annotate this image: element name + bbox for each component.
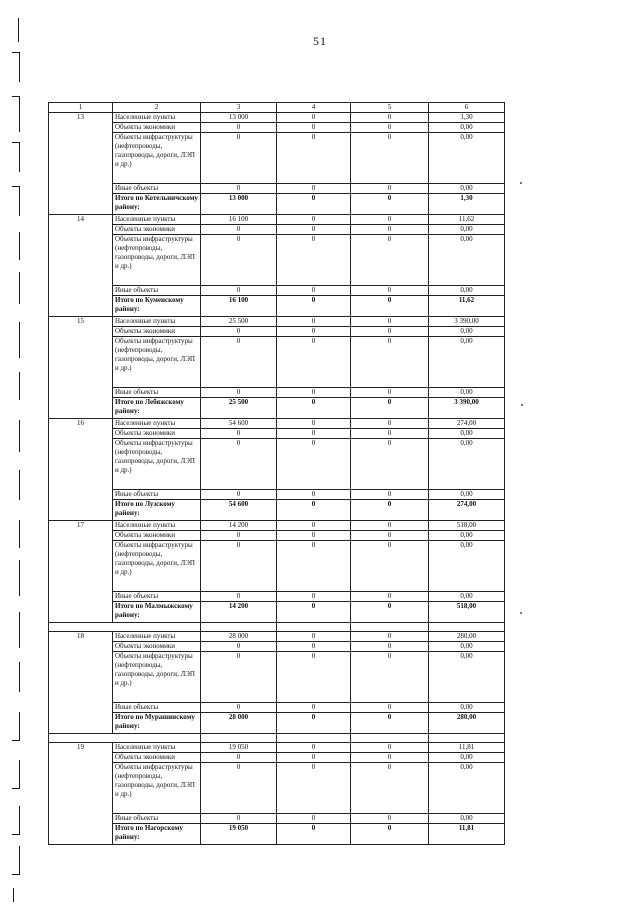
region-number-cell: 18 <box>49 632 113 734</box>
object-type-cell: Итого по Котельничскому району: <box>113 194 201 215</box>
value-cell: 0 <box>277 317 351 327</box>
value-cell: 0 <box>351 296 429 317</box>
spacer-cell <box>277 623 351 632</box>
value-cell: 0 <box>277 235 351 286</box>
value-cell: 0 <box>277 592 351 602</box>
value-cell: 0 <box>201 592 277 602</box>
binder-mark <box>19 806 20 834</box>
value-cell: 0 <box>277 753 351 763</box>
table-row <box>49 133 505 184</box>
value-cell: 11,62 <box>429 296 505 317</box>
object-type-cell: Иные объекты <box>113 703 201 713</box>
table-row <box>49 235 505 286</box>
object-type-cell: Объекты экономики <box>113 642 201 652</box>
object-type-cell: Населенные пункты <box>113 419 201 429</box>
spacer-cell <box>201 734 277 743</box>
table-body <box>49 113 505 845</box>
value-cell: 3 390,00 <box>429 317 505 327</box>
value-cell: 0,00 <box>429 490 505 500</box>
table-row <box>49 592 505 602</box>
value-cell: 0 <box>277 215 351 225</box>
binder-mark <box>19 420 20 452</box>
value-cell: 19 050 <box>201 824 277 845</box>
value-cell: 0 <box>277 337 351 388</box>
value-cell: 0 <box>201 753 277 763</box>
value-cell: 0 <box>277 541 351 592</box>
table-spacer-row <box>49 734 505 743</box>
value-cell: 0 <box>351 225 429 235</box>
value-cell: 0 <box>277 194 351 215</box>
object-type-cell: Населенные пункты <box>113 215 201 225</box>
value-cell: 0 <box>201 814 277 824</box>
value-cell: 0 <box>277 824 351 845</box>
binder-mark <box>19 232 20 260</box>
value-cell: 54 600 <box>201 500 277 521</box>
value-cell: 0 <box>351 419 429 429</box>
table-row <box>49 541 505 592</box>
value-cell: 0 <box>201 235 277 286</box>
table-row <box>49 531 505 541</box>
object-type-cell: Итого по Лебяжскому району: <box>113 398 201 419</box>
object-type-cell: Итого по Нагорскому району: <box>113 824 201 845</box>
value-cell: 0,00 <box>429 814 505 824</box>
value-cell: 3 390,00 <box>429 398 505 419</box>
table-row <box>49 215 505 225</box>
table-row <box>49 388 505 398</box>
binder-mark <box>12 788 20 789</box>
scan-speck <box>521 404 523 406</box>
binder-mark <box>13 888 14 902</box>
value-cell: 0 <box>201 429 277 439</box>
value-cell: 0 <box>201 337 277 388</box>
value-cell: 0 <box>201 225 277 235</box>
value-cell: 0 <box>201 652 277 703</box>
value-cell: 0 <box>201 388 277 398</box>
scan-speck <box>520 612 522 614</box>
value-cell: 0 <box>351 703 429 713</box>
table-row <box>49 642 505 652</box>
spacer-cell <box>429 734 505 743</box>
object-type-cell: Иные объекты <box>113 592 201 602</box>
value-cell: 0,00 <box>429 652 505 703</box>
table-total-row <box>49 824 505 845</box>
region-number-cell: 15 <box>49 317 113 419</box>
value-cell: 0 <box>277 642 351 652</box>
object-type-cell: Населенные пункты <box>113 743 201 753</box>
object-type-cell: Объекты экономики <box>113 531 201 541</box>
value-cell: 0 <box>277 388 351 398</box>
value-cell: 0,00 <box>429 429 505 439</box>
binder-mark <box>19 322 20 358</box>
value-cell: 0 <box>351 713 429 734</box>
value-cell: 0 <box>277 531 351 541</box>
value-cell: 0 <box>277 398 351 419</box>
binder-mark <box>12 874 20 875</box>
table-row <box>49 753 505 763</box>
binder-mark <box>12 834 20 835</box>
object-type-cell: Объекты инфраструктуры (нефтепроводы, газопроводы, дороги, ЛЭП и др.) <box>113 337 201 388</box>
object-type-cell: Объекты экономики <box>113 225 201 235</box>
value-cell: 518,00 <box>429 602 505 623</box>
value-cell: 28 000 <box>201 713 277 734</box>
value-cell: 0,00 <box>429 388 505 398</box>
object-type-cell: Итого по Мурашинскому району: <box>113 713 201 734</box>
table-row <box>49 652 505 703</box>
object-type-cell: Иные объекты <box>113 286 201 296</box>
object-type-cell: Населенные пункты <box>113 632 201 642</box>
binder-mark <box>19 662 20 692</box>
column-header: 1 <box>49 103 113 113</box>
value-cell: 0,00 <box>429 327 505 337</box>
binder-mark <box>19 142 20 172</box>
table-row <box>49 113 505 123</box>
value-cell: 0 <box>277 113 351 123</box>
spacer-cell <box>201 623 277 632</box>
value-cell: 0 <box>351 429 429 439</box>
value-cell: 0,00 <box>429 337 505 388</box>
table-row <box>49 337 505 388</box>
value-cell: 0,00 <box>429 703 505 713</box>
object-type-cell: Объекты экономики <box>113 753 201 763</box>
object-type-cell: Объекты экономики <box>113 123 201 133</box>
value-cell: 25 500 <box>201 398 277 419</box>
table-row <box>49 317 505 327</box>
object-type-cell: Объекты инфраструктуры (нефтепроводы, газопроводы, дороги, ЛЭП и др.) <box>113 439 201 490</box>
table-total-row <box>49 500 505 521</box>
value-cell: 0 <box>351 235 429 286</box>
binder-mark <box>19 186 20 216</box>
table-total-row <box>49 713 505 734</box>
object-type-cell: Объекты инфраструктуры (нефтепроводы, газопроводы, дороги, ЛЭП и др.) <box>113 763 201 814</box>
value-cell: 0 <box>351 337 429 388</box>
value-cell: 14 200 <box>201 521 277 531</box>
value-cell: 0 <box>277 703 351 713</box>
value-cell: 0 <box>201 541 277 592</box>
value-cell: 0,00 <box>429 286 505 296</box>
value-cell: 0 <box>351 824 429 845</box>
binder-mark <box>19 712 20 740</box>
value-cell: 0 <box>351 490 429 500</box>
column-header: 4 <box>277 103 351 113</box>
value-cell: 0 <box>201 490 277 500</box>
region-number-cell: 14 <box>49 215 113 317</box>
binder-mark <box>12 740 20 741</box>
spacer-cell <box>351 734 429 743</box>
value-cell: 0,00 <box>429 133 505 184</box>
table-row <box>49 286 505 296</box>
binder-mark <box>19 96 20 132</box>
value-cell: 0 <box>201 123 277 133</box>
object-type-cell: Объекты экономики <box>113 327 201 337</box>
value-cell: 11,81 <box>429 824 505 845</box>
value-cell: 0 <box>351 113 429 123</box>
value-cell: 0 <box>351 753 429 763</box>
binder-mark <box>19 760 20 788</box>
table-row <box>49 429 505 439</box>
value-cell: 14 200 <box>201 602 277 623</box>
table-spacer-row <box>49 623 505 632</box>
value-cell: 0 <box>277 296 351 317</box>
data-table <box>48 102 505 845</box>
spacer-cell <box>277 734 351 743</box>
table-row <box>49 521 505 531</box>
table-row <box>49 490 505 500</box>
object-type-cell: Населенные пункты <box>113 113 201 123</box>
binder-mark <box>19 272 20 304</box>
value-cell: 0 <box>277 814 351 824</box>
value-cell: 0 <box>351 286 429 296</box>
value-cell: 0 <box>277 521 351 531</box>
region-number-cell: 19 <box>49 743 113 845</box>
value-cell: 0 <box>351 602 429 623</box>
table-row <box>49 225 505 235</box>
value-cell: 0 <box>201 184 277 194</box>
value-cell: 0 <box>201 286 277 296</box>
binder-mark <box>19 520 20 548</box>
value-cell: 0 <box>351 652 429 703</box>
binder-mark <box>19 52 20 82</box>
column-header: 5 <box>351 103 429 113</box>
value-cell: 0 <box>201 439 277 490</box>
value-cell: 0 <box>277 429 351 439</box>
value-cell: 0 <box>201 703 277 713</box>
value-cell: 0 <box>351 632 429 642</box>
value-cell: 0 <box>277 713 351 734</box>
object-type-cell: Иные объекты <box>113 388 201 398</box>
value-cell: 0 <box>277 123 351 133</box>
value-cell: 28 000 <box>201 632 277 642</box>
value-cell: 0 <box>277 327 351 337</box>
value-cell: 280,00 <box>429 632 505 642</box>
object-type-cell: Иные объекты <box>113 184 201 194</box>
value-cell: 0 <box>277 439 351 490</box>
table-row <box>49 439 505 490</box>
binder-mark <box>19 560 20 596</box>
table-row <box>49 123 505 133</box>
value-cell: 1,30 <box>429 113 505 123</box>
value-cell: 518,00 <box>429 521 505 531</box>
value-cell: 0,00 <box>429 763 505 814</box>
object-type-cell: Итого по Малмыжскому району: <box>113 602 201 623</box>
value-cell: 1,30 <box>429 194 505 215</box>
value-cell: 0,00 <box>429 541 505 592</box>
value-cell: 0,00 <box>429 184 505 194</box>
value-cell: 0,00 <box>429 531 505 541</box>
value-cell: 0,00 <box>429 235 505 286</box>
value-cell: 0 <box>351 531 429 541</box>
value-cell: 0 <box>351 184 429 194</box>
value-cell: 0 <box>351 215 429 225</box>
table-row <box>49 763 505 814</box>
value-cell: 0,00 <box>429 642 505 652</box>
value-cell: 0 <box>277 286 351 296</box>
value-cell: 0 <box>351 763 429 814</box>
column-header: 2 <box>113 103 201 113</box>
binder-mark <box>19 612 20 648</box>
value-cell: 0 <box>277 500 351 521</box>
region-number-cell: 13 <box>49 113 113 215</box>
table-row <box>49 703 505 713</box>
value-cell: 0 <box>201 133 277 184</box>
table-total-row <box>49 602 505 623</box>
spacer-cell <box>429 623 505 632</box>
object-type-cell: Объекты экономики <box>113 429 201 439</box>
value-cell: 0,00 <box>429 753 505 763</box>
value-cell: 54 600 <box>201 419 277 429</box>
table-header <box>49 103 505 113</box>
value-cell: 274,00 <box>429 500 505 521</box>
value-cell: 0 <box>351 133 429 184</box>
value-cell: 16 100 <box>201 296 277 317</box>
binder-mark <box>19 846 20 874</box>
value-cell: 0 <box>351 317 429 327</box>
value-cell: 0 <box>351 194 429 215</box>
value-cell: 0 <box>351 814 429 824</box>
region-number-cell: 16 <box>49 419 113 521</box>
table-total-row <box>49 398 505 419</box>
value-cell: 0 <box>351 398 429 419</box>
object-type-cell: Населенные пункты <box>113 521 201 531</box>
value-cell: 0 <box>351 521 429 531</box>
scan-speck <box>520 182 522 184</box>
table-row <box>49 632 505 642</box>
object-type-cell: Иные объекты <box>113 490 201 500</box>
table-row <box>49 327 505 337</box>
value-cell: 0 <box>201 327 277 337</box>
value-cell: 13 000 <box>201 113 277 123</box>
table-row <box>49 184 505 194</box>
object-type-cell: Иные объекты <box>113 814 201 824</box>
value-cell: 0 <box>277 632 351 642</box>
value-cell: 0 <box>277 184 351 194</box>
value-cell: 0 <box>277 419 351 429</box>
object-type-cell: Итого по Куменскому району: <box>113 296 201 317</box>
value-cell: 11,81 <box>429 743 505 753</box>
value-cell: 0 <box>351 743 429 753</box>
object-type-cell: Объекты инфраструктуры (нефтепроводы, газопроводы, дороги, ЛЭП и др.) <box>113 652 201 703</box>
binder-mark <box>19 372 20 400</box>
value-cell: 280,00 <box>429 713 505 734</box>
column-header: 6 <box>429 103 505 113</box>
value-cell: 0 <box>351 123 429 133</box>
table-total-row <box>49 296 505 317</box>
table-row <box>49 419 505 429</box>
value-cell: 0 <box>201 642 277 652</box>
spacer-cell <box>49 623 201 632</box>
value-cell: 0 <box>201 531 277 541</box>
value-cell: 0,00 <box>429 123 505 133</box>
object-type-cell: Объекты инфраструктуры (нефтепроводы, газопроводы, дороги, ЛЭП и др.) <box>113 235 201 286</box>
page-number: 51 <box>313 34 327 48</box>
value-cell: 0 <box>277 763 351 814</box>
value-cell: 0 <box>277 743 351 753</box>
value-cell: 0 <box>277 652 351 703</box>
table-total-row <box>49 194 505 215</box>
value-cell: 0 <box>277 133 351 184</box>
object-type-cell: Населенные пункты <box>113 317 201 327</box>
object-type-cell: Объекты инфраструктуры (нефтепроводы, газопроводы, дороги, ЛЭП и др.) <box>113 133 201 184</box>
object-type-cell: Итого по Лузскому району: <box>113 500 201 521</box>
value-cell: 0 <box>351 541 429 592</box>
value-cell: 19 050 <box>201 743 277 753</box>
value-cell: 11,62 <box>429 215 505 225</box>
value-cell: 0 <box>351 500 429 521</box>
table-row <box>49 814 505 824</box>
value-cell: 0,00 <box>429 592 505 602</box>
value-cell: 0 <box>351 439 429 490</box>
table-row <box>49 743 505 753</box>
value-cell: 0 <box>277 602 351 623</box>
value-cell: 25 500 <box>201 317 277 327</box>
value-cell: 0 <box>201 763 277 814</box>
value-cell: 0 <box>351 592 429 602</box>
value-cell: 16 100 <box>201 215 277 225</box>
column-header: 3 <box>201 103 277 113</box>
value-cell: 0,00 <box>429 225 505 235</box>
value-cell: 0 <box>277 490 351 500</box>
value-cell: 13 000 <box>201 194 277 215</box>
value-cell: 0,00 <box>429 439 505 490</box>
object-type-cell: Объекты инфраструктуры (нефтепроводы, газопроводы, дороги, ЛЭП и др.) <box>113 541 201 592</box>
spacer-cell <box>351 623 429 632</box>
region-number-cell: 17 <box>49 521 113 623</box>
value-cell: 0 <box>277 225 351 235</box>
spacer-cell <box>49 734 201 743</box>
value-cell: 0 <box>351 327 429 337</box>
binder-mark <box>19 470 20 500</box>
value-cell: 0 <box>351 642 429 652</box>
value-cell: 0 <box>351 388 429 398</box>
value-cell: 274,00 <box>429 419 505 429</box>
